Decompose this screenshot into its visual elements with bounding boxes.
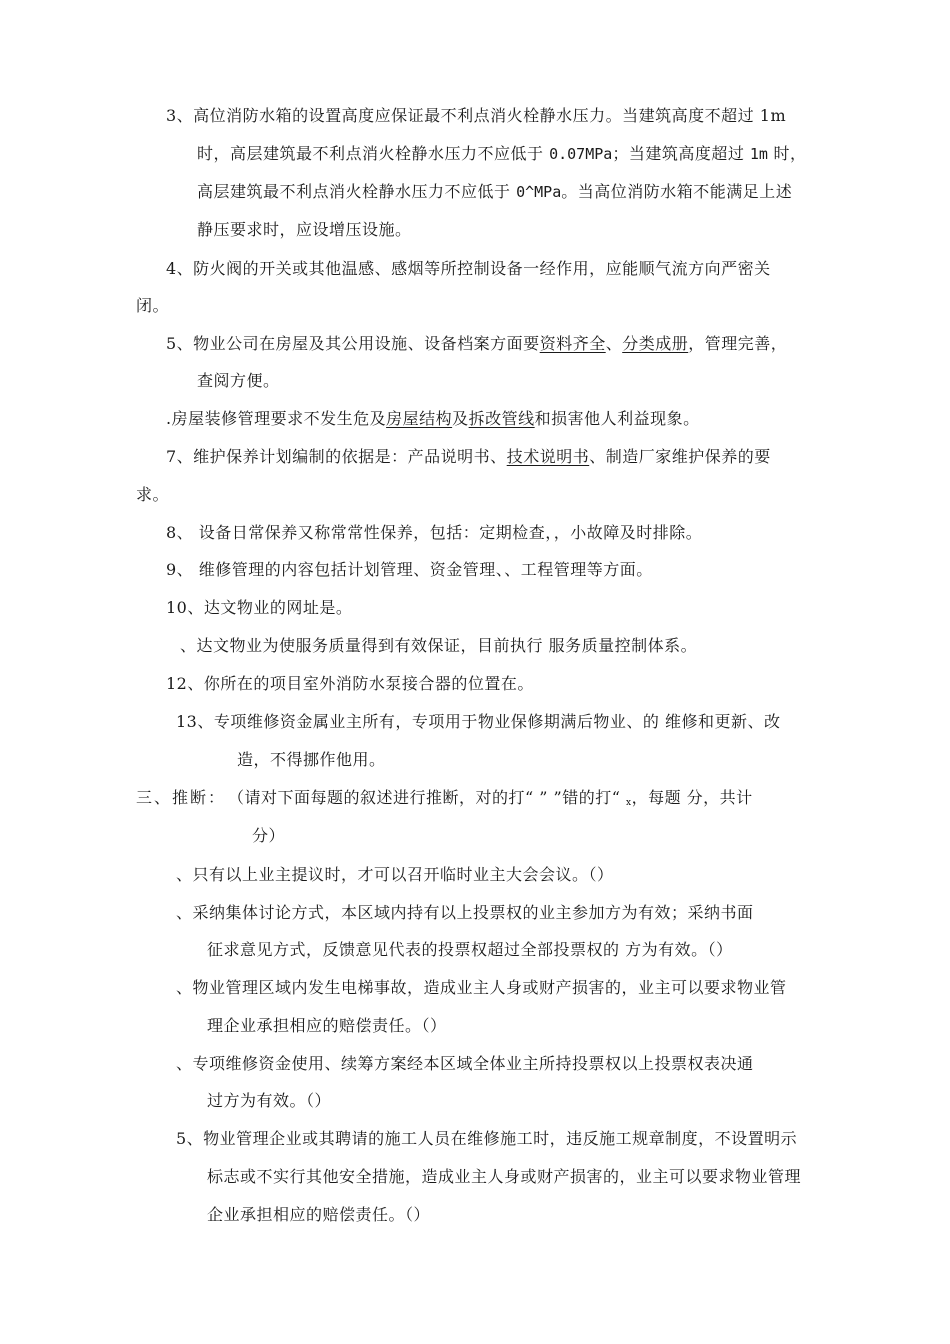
text-segment: 高层建筑最不利点消火栓静水压力不应低于 xyxy=(197,182,517,201)
wrong-mark: x xyxy=(626,798,632,808)
item-3-line-1: 3、高位消防水箱的设置高度应保证最不利点消火栓静水压力。当建筑高度不超过 1m xyxy=(166,106,787,125)
judge-item-3-line-1: 、物业管理区域内发生电梯事故，造成业主人身或财产损害的，业主可以要求物业管 xyxy=(176,978,787,997)
answer-underlined: 资料齐全 xyxy=(539,334,606,353)
item-3-line-4: 静压要求时，应设增压设施。 xyxy=(197,220,412,239)
text-segment: 5、物业公司在房屋及其公用设施、设备档案方面要 xyxy=(166,334,540,353)
section-instructions-end: ，每题 分，共计 xyxy=(631,788,753,807)
section-instructions: （请对下面每题的叙述进行推断，对的打“ ” ”错的打“ xyxy=(236,788,626,807)
section-3-heading-line-2: 分） xyxy=(252,826,286,845)
item-13-line-1: 13、专项维修资金属业主所有，专项用于物业保修期满后物业、的 维修和更新、改 xyxy=(176,712,781,731)
pressure-value: 0^MPa xyxy=(516,183,562,201)
judge-item-2-line-2: 征求意见方式，反馈意见代表的投票权超过全部投票权的 方为有效。（） xyxy=(207,940,733,959)
text-segment: 、 xyxy=(605,334,623,353)
text-segment: 及 xyxy=(452,409,469,428)
judge-item-5-line-3: 企业承担相应的赔偿责任。（） xyxy=(207,1205,431,1224)
judge-item-3-line-2: 理企业承担相应的赔偿责任。（） xyxy=(207,1016,447,1035)
judge-item-5-line-2: 标志或不实行其他安全措施，造成业主人身或财产损害的，业主可以要求物业管理 xyxy=(207,1167,802,1186)
item-6-line xyxy=(166,408,700,430)
item-4-line-2: 闭。 xyxy=(136,296,170,315)
answer-underlined: 拆改管线 xyxy=(468,409,535,428)
section-title: 三、推断： xyxy=(136,788,227,807)
text-segment: ；当建筑高度超过 xyxy=(612,144,750,163)
judge-item-5-line-1: 5、物业管理企业或其聘请的施工人员在维修施工时，违反施工规章制度，不设置明示 xyxy=(176,1129,798,1148)
section-3-heading xyxy=(136,787,753,814)
item-4-line-1: 4、防火阀的开关或其他温感、感烟等所控制设备一经作用，应能顺气流方向严密关 xyxy=(166,259,771,278)
item-8-line: 8、 设备日常保养又称常常性保养，包括：定期检查，，小故障及时排除。 xyxy=(166,523,703,542)
text-segment: 7、维护保养计划编制的依据是：产品说明书、 xyxy=(166,447,507,466)
item-12-line: 12、你所在的项目室外消防水泵接合器的位置在。 xyxy=(166,674,534,693)
item-13-line-2: 造，不得挪作他用。 xyxy=(237,750,386,769)
item-11-line: 、达文物业为使服务质量得到有效保证，目前执行 服务质量控制体系。 xyxy=(180,636,698,655)
item-7-line-2: 求。 xyxy=(136,485,170,504)
item-5-line-1 xyxy=(166,333,787,355)
judge-item-2-line-1: 、采纳集体讨论方式，本区域内持有以上投票权的业主参加方为有效；采纳书面 xyxy=(176,903,754,922)
pressure-value: 0.07MPa xyxy=(549,145,613,163)
item-3-line-3 xyxy=(197,181,792,203)
item-9-line: 9、 维修管理的内容包括计划管理、资金管理、、工程管理等方面。 xyxy=(166,560,653,579)
item-7-line-1 xyxy=(166,446,771,468)
judge-item-4-line-2: 过方为有效。（） xyxy=(207,1091,332,1110)
text-segment: 。当高位消防水箱不能满足上述 xyxy=(561,182,793,201)
judge-item-4-line-1: 、专项维修资金使用、续筹方案经本区域全体业主所持投票权以上投票权表决通 xyxy=(176,1054,754,1073)
text-segment: ，管理完善， xyxy=(688,334,788,353)
text-segment: 、制造厂家维护保养的要 xyxy=(589,447,771,466)
text-segment: 和损害他人利益现象。 xyxy=(534,409,700,428)
judge-item-1: 、只有以上业主提议时，才可以召开临时业主大会会议。（） xyxy=(176,865,614,884)
answer-underlined: 房屋结构 xyxy=(386,409,453,428)
text-segment: 时，高层建筑最不利点消火栓静水压力不应低于 xyxy=(197,144,550,163)
item-3-line-2 xyxy=(197,143,807,165)
height-value: 1m xyxy=(749,145,768,163)
answer-underlined: 技术说明书 xyxy=(506,447,590,466)
text-segment: .房屋装修管理要求不发生危及 xyxy=(166,409,387,428)
item-5-line-2: 查阅方便。 xyxy=(197,371,280,390)
text-segment: 时， xyxy=(767,144,807,163)
item-10-line: 10、达文物业的网址是。 xyxy=(166,598,353,617)
answer-underlined: 分类成册 xyxy=(622,334,689,353)
